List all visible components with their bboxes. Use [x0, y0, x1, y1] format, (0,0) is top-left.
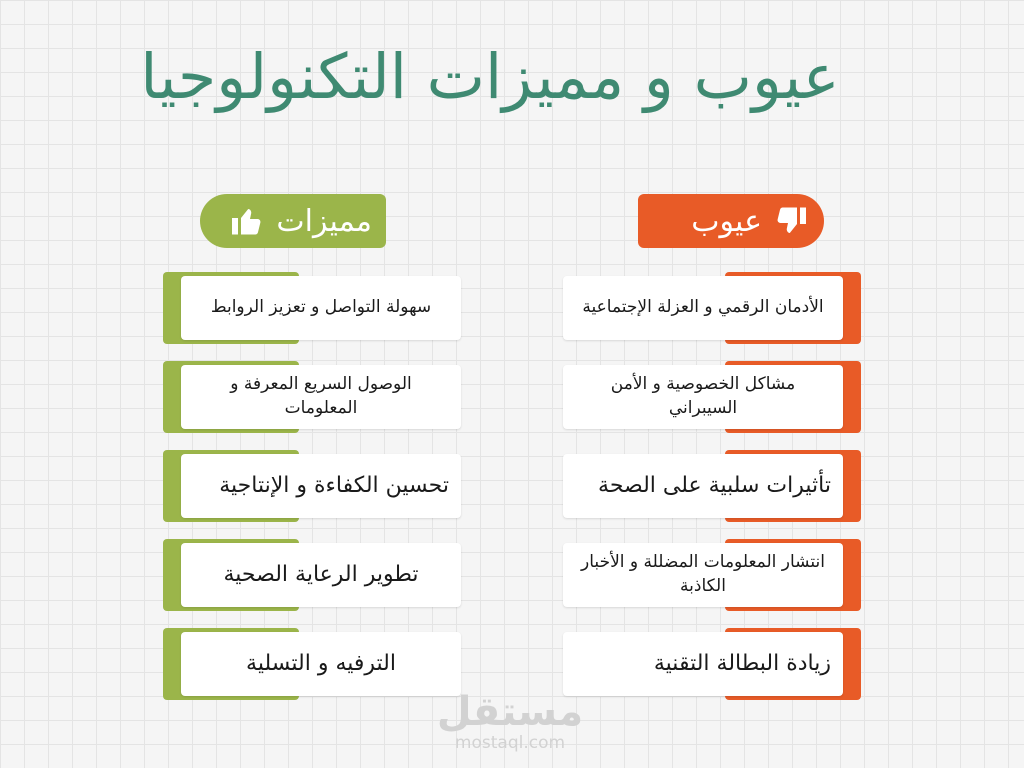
cons-item — [563, 450, 861, 522]
cons-header — [638, 194, 824, 248]
watermark-latin: mostaql.com — [454, 733, 566, 753]
pros-item — [163, 628, 461, 700]
cons-item-text: انتشار المعلومات المضللة و الأخبار الكاذبة — [563, 543, 843, 607]
pros-item-text: تطوير الرعاية الصحية — [181, 543, 461, 607]
pros-item — [163, 450, 461, 522]
thumbs-down-icon — [772, 202, 810, 240]
cons-item — [563, 539, 861, 611]
thumbs-up-icon — [228, 202, 266, 240]
pros-item — [163, 272, 461, 344]
page-title: عيوب و مميزات التكنولوجيا — [140, 40, 840, 113]
cons-heading: عيوب — [691, 203, 762, 239]
cons-item-text: تأثيرات سلبية على الصحة — [563, 454, 843, 518]
pros-item-text: الترفيه و التسلية — [181, 632, 461, 696]
cons-item — [563, 361, 861, 433]
watermark-arabic: مستقل — [436, 689, 584, 735]
pros-item-text: سهولة التواصل و تعزيز الروابط — [181, 276, 461, 340]
watermark-logo — [420, 690, 600, 752]
cons-item-text: مشاكل الخصوصية و الأمن السيبراني — [563, 365, 843, 429]
pros-list — [163, 272, 461, 717]
cons-item-text: الأدمان الرقمي و العزلة الإجتماعية — [563, 276, 843, 340]
pros-item — [163, 361, 461, 433]
pros-heading: مميزات — [276, 203, 372, 239]
cons-list — [563, 272, 861, 717]
pros-header — [200, 194, 386, 248]
pros-item-text: تحسين الكفاءة و الإنتاجية — [181, 454, 461, 518]
pros-item-text: الوصول السريع المعرفة و المعلومات — [181, 365, 461, 429]
pros-item — [163, 539, 461, 611]
cons-item — [563, 272, 861, 344]
cons-item-text: زيادة البطالة التقنية — [563, 632, 843, 696]
cons-item — [563, 628, 861, 700]
